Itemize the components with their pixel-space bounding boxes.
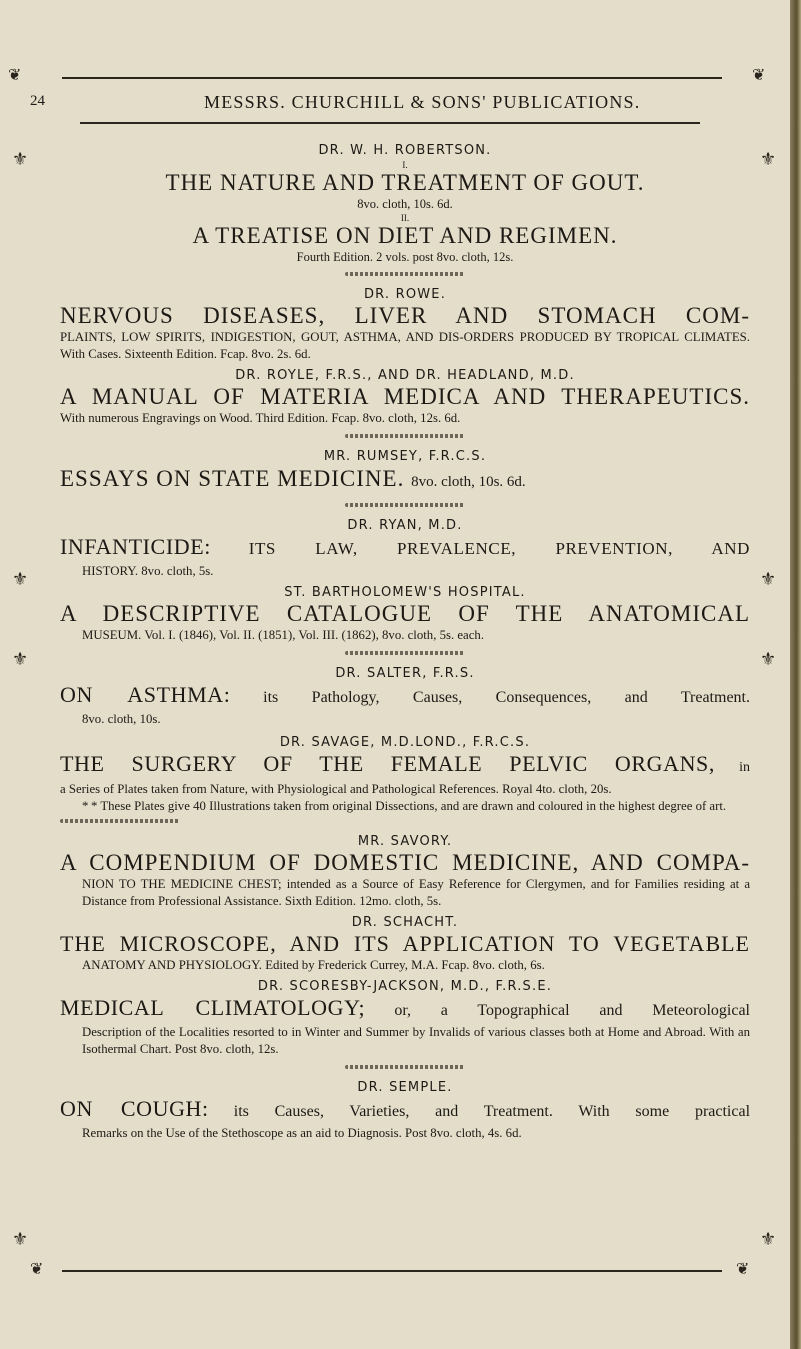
book-subtitle: ITS LAW, PREVALENCE, PREVENTION, AND (248, 539, 750, 558)
item-number: I. (402, 160, 408, 170)
book-note: * * These Plates give 40 Illustrations taken from original Dissections, and are drawn and coloured in the highest degree of art. (82, 799, 727, 813)
book-subtitle: its Pathology, Causes, Consequences, and Treatment. (263, 689, 750, 706)
author-heading: DR. W. H. ROBERTSON. (318, 143, 492, 158)
head-rule (80, 122, 700, 124)
author-heading: DR. SALTER, F.R.S. (335, 666, 475, 681)
squiggle-separator (60, 819, 180, 823)
book-description: Description of the Localities resorted to in Winter and Summer by Invalids of various classes both at Home and Abroad. With an Isothermal Chart. Post 8vo. cloth, 12s. (82, 1025, 750, 1056)
book-description: ANATOMY AND PHYSIOLOGY. Edited by Frederick Currey, M.A. Fcap. 8vo. cloth, 6s. (82, 958, 545, 972)
author-heading: DR. SCORESBY-JACKSON, M.D., F.R.S.E. (257, 979, 553, 994)
book-description: PLAINTS, LOW SPIRITS, INDIGESTION, GOUT, ASTHMA, AND DIS-ORDERS PRODUCED BY TROPICAL CLIMATES. With Cases. Sixteenth Edition. Fcap. 8vo. 2s. 6d. (60, 330, 750, 361)
author-heading: DR. RYAN, M.D. (347, 518, 463, 533)
left-border-ornament: ⚜ (12, 569, 29, 589)
book-description: a Series of Plates taken from Nature, with Physiological and Pathological References. Royal 4to. cloth, 20s. (60, 782, 612, 796)
author-heading: DR. SEMPLE. (357, 1080, 453, 1095)
left-border-ornament: ⚜ (12, 649, 29, 669)
squiggle-separator (345, 434, 465, 438)
book-title: ON ASTHMA: (60, 682, 231, 707)
right-border-ornament: ⚜ (760, 149, 777, 169)
page-number: 24 (30, 93, 45, 109)
squiggle-separator (345, 651, 465, 655)
book-subtitle: its Causes, Varieties, and Treatment. With some practical (233, 1103, 751, 1120)
book-details: 8vo. cloth, 10s. 6d. (411, 474, 526, 490)
book-title: A TREATISE ON DIET AND REGIMEN. (192, 223, 618, 248)
squiggle-separator (345, 272, 465, 276)
bottom-right-ornament: ❦ (736, 1261, 750, 1278)
book-title-tail: in (739, 760, 750, 775)
book-title: THE NATURE AND TREATMENT OF GOUT. (165, 170, 645, 195)
right-border-ornament: ⚜ (760, 1229, 777, 1249)
book-spine-edge (790, 0, 801, 1349)
book-details: 8vo. cloth, 10s. 6d. (357, 197, 453, 211)
item-number: II. (400, 213, 410, 223)
book-title: A COMPENDIUM OF DOMESTIC MEDICINE, AND COMPA- (60, 850, 750, 875)
book-description: 8vo. cloth, 10s. (82, 712, 161, 726)
author-heading: DR. ROWE. (363, 287, 447, 302)
author-heading: DR. SCHACHT. (351, 915, 459, 930)
book-subtitle: or, a Topographical and Meteorological (394, 1002, 750, 1019)
author-heading: MR. RUMSEY, F.R.C.S. (323, 449, 487, 464)
squiggle-separator (345, 503, 465, 507)
author-heading: ST. BARTHOLOMEW'S HOSPITAL. (284, 585, 526, 600)
book-title: ON COUGH: (60, 1096, 209, 1121)
book-description: Remarks on the Use of the Stethoscope as an aid to Diagnosis. Post 8vo. cloth, 4s. 6d. (82, 1126, 522, 1140)
book-title: MEDICAL CLIMATOLOGY; (60, 995, 366, 1020)
top-rule (62, 77, 722, 79)
book-title: NERVOUS DISEASES, LIVER AND STOMACH COM- (60, 303, 750, 328)
left-border-ornament: ⚜ (12, 149, 29, 169)
book-title: ESSAYS ON STATE MEDICINE. (60, 466, 405, 491)
top-right-ornament: ❦ (752, 67, 766, 84)
author-heading: DR. SAVAGE, M.D.LOND., F.R.C.S. (279, 735, 531, 750)
top-left-ornament: ❦ (8, 67, 22, 84)
right-border-ornament: ⚜ (760, 569, 777, 589)
squiggle-separator (345, 1065, 465, 1069)
book-description: NION TO THE MEDICINE CHEST; intended as a Source of Easy Reference for Clergymen, and for Families residing at a Distance from Professional Assistance. Sixth Edition. 12mo. cloth, 5s. (82, 877, 750, 908)
left-border-ornament: ⚜ (12, 1229, 29, 1249)
book-title: A MANUAL OF MATERIA MEDICA AND THERAPEUTICS. (60, 384, 750, 409)
book-description: HISTORY. 8vo. cloth, 5s. (82, 564, 214, 578)
book-details: Fourth Edition. 2 vols. post 8vo. cloth, 12s. (296, 250, 514, 264)
right-border-ornament: ⚜ (760, 649, 777, 669)
book-description: With numerous Engravings on Wood. Third Edition. Fcap. 8vo. cloth, 12s. 6d. (60, 411, 461, 425)
bottom-left-ornament: ❦ (30, 1261, 44, 1278)
book-title: INFANTICIDE: (60, 534, 211, 559)
author-heading: DR. ROYLE, F.R.S., AND DR. HEADLAND, M.D. (235, 368, 575, 383)
book-title: THE SURGERY OF THE FEMALE PELVIC ORGANS, (60, 751, 715, 776)
book-title: THE MICROSCOPE, AND ITS APPLICATION TO VEGETABLE (60, 931, 750, 956)
author-heading: MR. SAVORY. (357, 834, 453, 849)
bottom-rule (62, 1270, 722, 1272)
book-title: A DESCRIPTIVE CATALOGUE OF THE ANATOMICAL (60, 601, 750, 626)
running-head: MESSRS. CHURCHILL & SONS' PUBLICATIONS. (204, 92, 641, 112)
catalogue-content (60, 130, 750, 1142)
book-description: MUSEUM. Vol. I. (1846), Vol. II. (1851), Vol. III. (1862), 8vo. cloth, 5s. each. (82, 628, 485, 642)
